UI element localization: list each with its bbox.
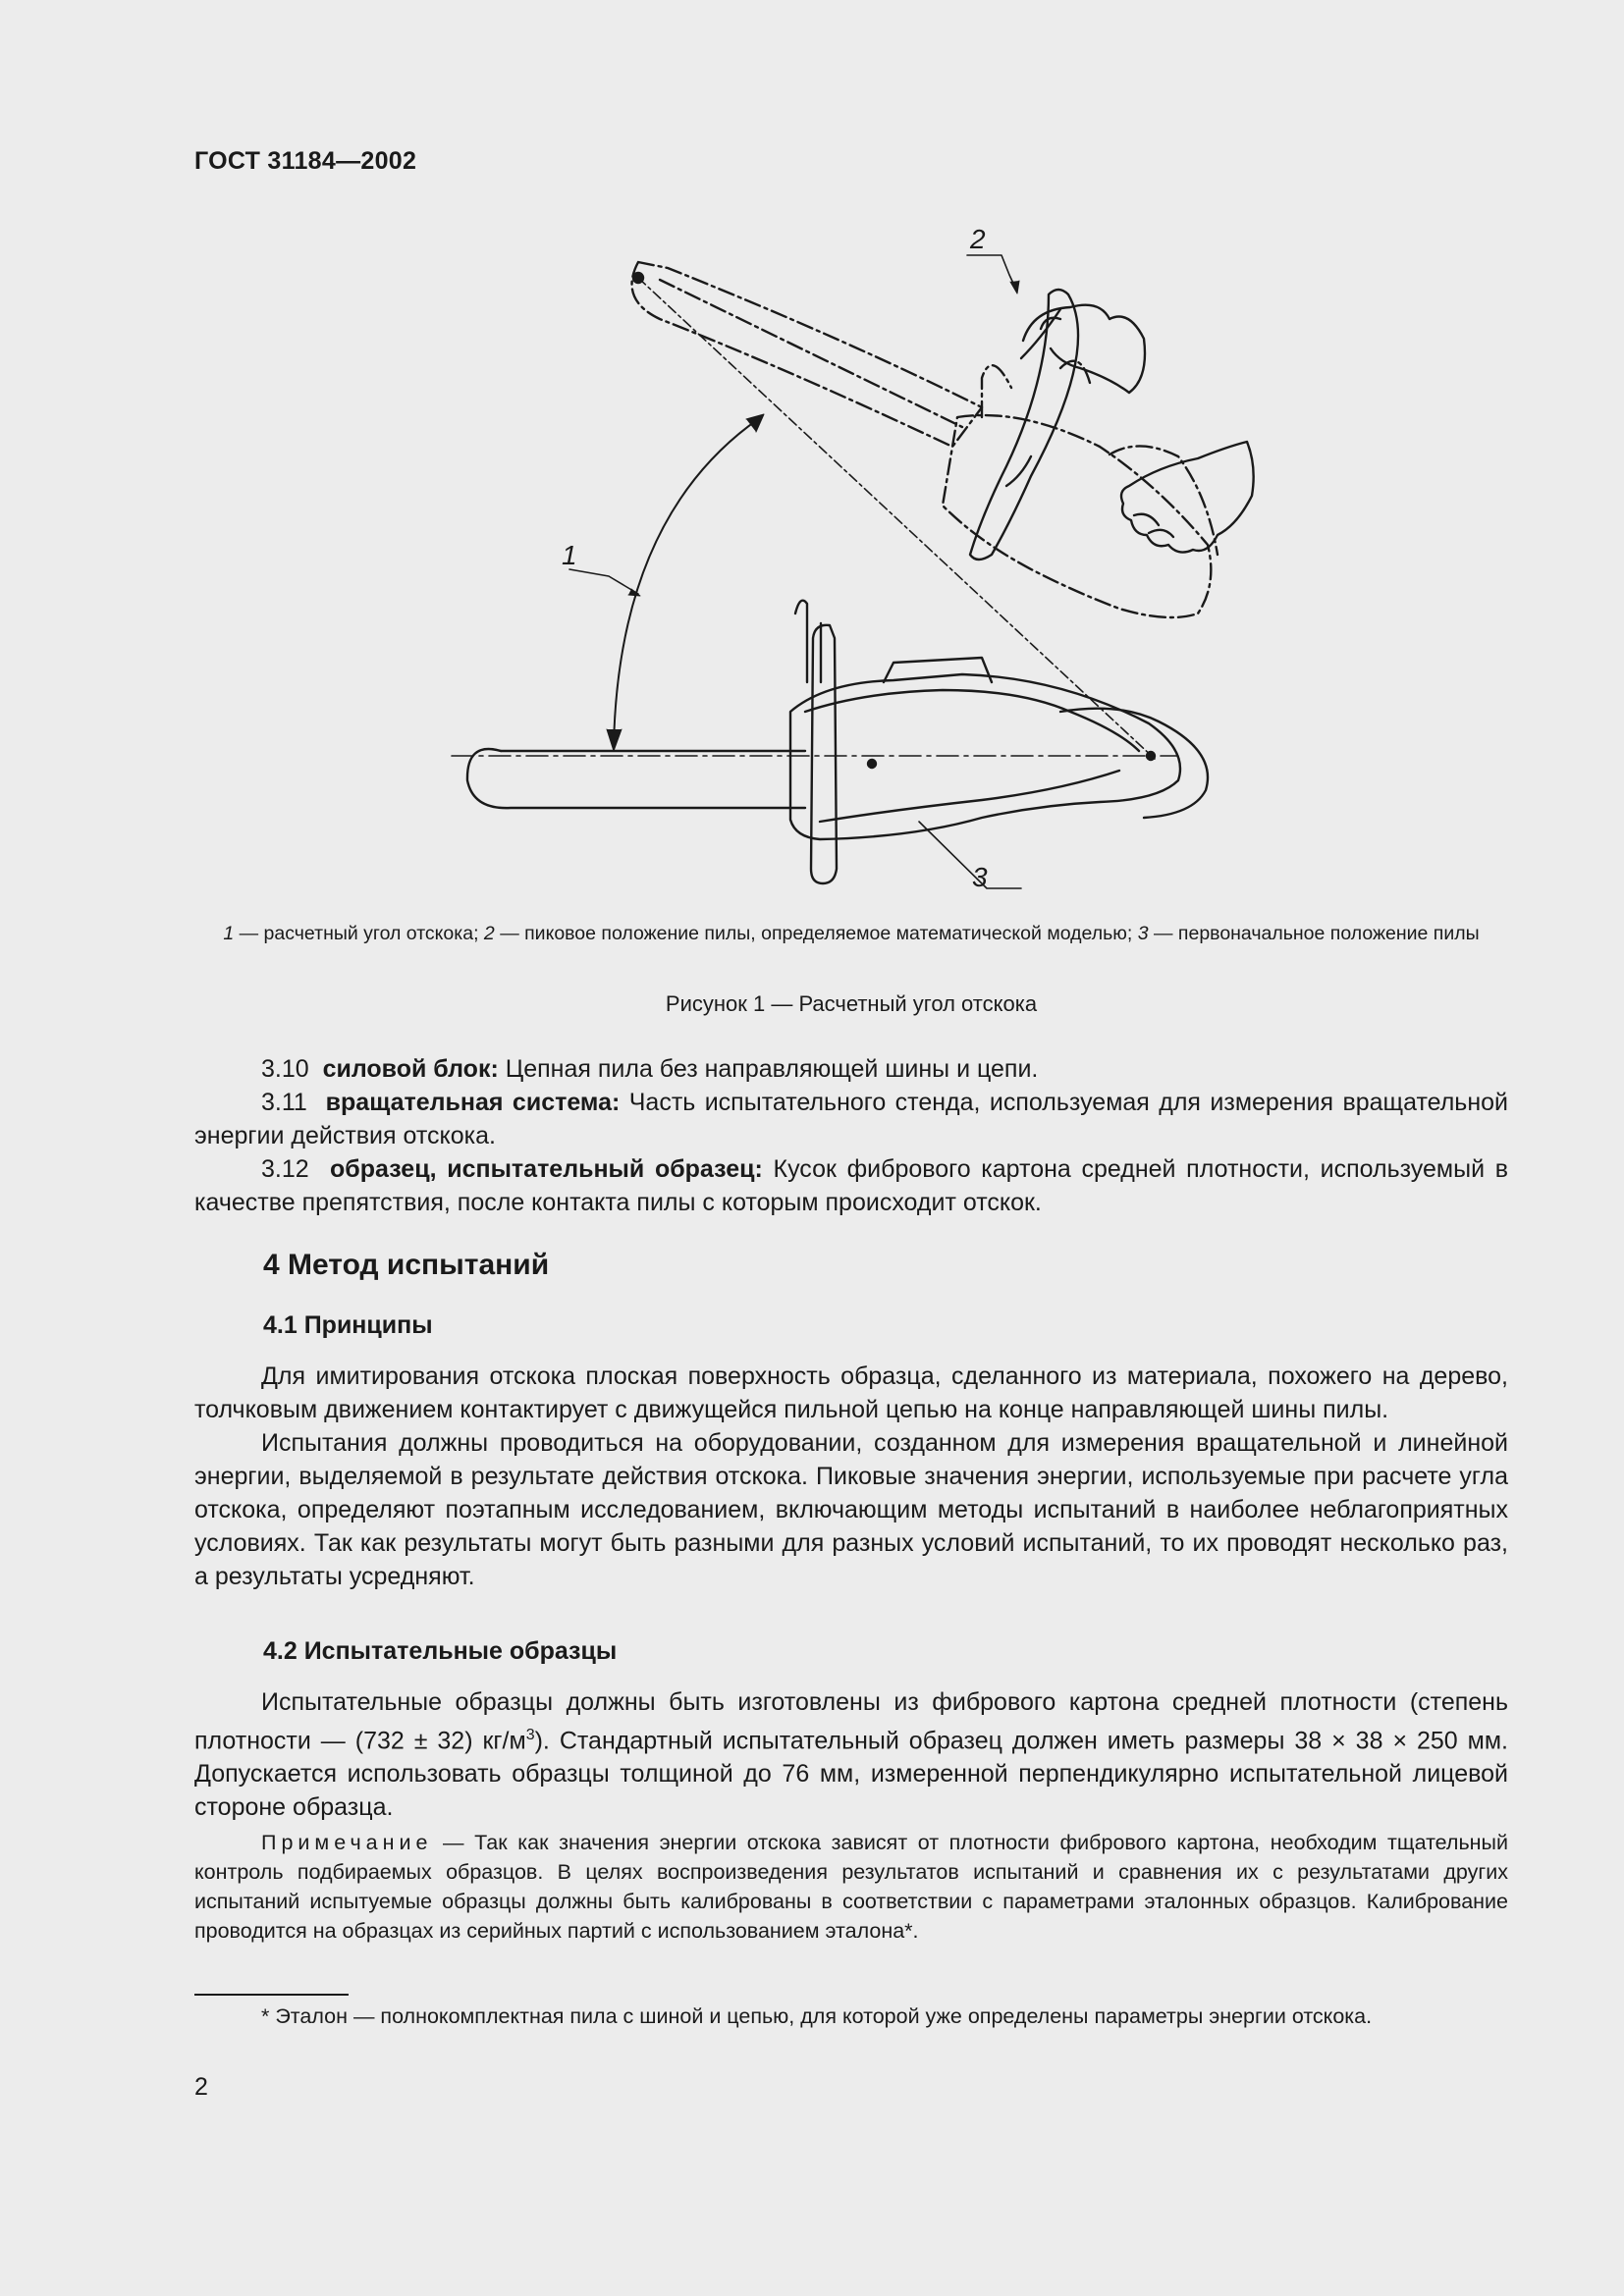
leader-2-arrow	[1010, 281, 1019, 294]
section-4-heading: 4 Метод испытаний	[263, 1249, 550, 1281]
arc-arrow-top	[746, 414, 764, 432]
callout-1: 1	[562, 540, 577, 570]
note-text: — Так как значения энергии отскока зависят от плотности фибрового картона, необходим тщательный контроль подбираемых образцов. В целях воспроизведения результатов испытаний и сравнения их с результатами других испытаний испытуемые образцы должны быть калиброваны в соответствии с параметрами эталонных образцов. Калибрование проводится на образцах из серийных партий с использованием эталона*.	[194, 1831, 1508, 1943]
figure-legend	[194, 921, 1508, 947]
leader-1-arrow	[628, 589, 640, 596]
definition-3-12	[194, 1152, 1508, 1219]
note-label: Примечание	[261, 1831, 433, 1854]
leader-2	[967, 255, 1016, 290]
callout-3: 3	[972, 862, 988, 892]
legend-text-2: — пиковое положение пилы, определяемое математической моделью;	[494, 923, 1138, 944]
definition-number: 3.10	[261, 1055, 309, 1083]
definitions-block	[194, 1052, 1508, 1219]
bar-tip-point	[633, 273, 643, 283]
figure-title: Рисунок 1 — Расчетный угол отскока	[665, 991, 1038, 1016]
note-block	[194, 1828, 1508, 1946]
note-paragraph	[194, 1828, 1508, 1946]
definition-term: образец, испытательный образец:	[330, 1155, 763, 1183]
paragraph: Испытания должны проводиться на оборудовании, созданном для измерения вращательной и линейной энергии, выделяемой в результате действия отскока. Пиковые значения энергии, используемые при расчете угла отскока, определяют поэтапным исследованием, включающим методы испытаний в наиболее неблагоприятных условиях. Так как результаты могут быть разными для разных условий испытаний, то их проводят несколько раз, а результаты усредняют.	[194, 1429, 1508, 1590]
section-4-2-heading: 4.2 Испытательные образцы	[263, 1637, 618, 1665]
definition-text: Часть испытательного стенда, используемая для измерения вращательной энергии действия отскока.	[194, 1089, 1508, 1149]
peak-saw-outline	[632, 262, 1218, 617]
definition-text: Цепная пила без направляющей шины и цепи.	[498, 1055, 1039, 1083]
standard-code-header: ГОСТ 31184—2002	[194, 147, 417, 175]
footnote-text: * Эталон — полнокомплектная пила с шиной и цепью, для которой уже определены параметры энергии отскока.	[261, 2004, 1373, 2028]
legend-text-1: — расчетный угол отскока;	[234, 923, 484, 944]
footnote	[194, 2002, 1508, 2031]
initial-saw	[467, 601, 1208, 883]
kickback-angle-figure	[432, 221, 1276, 908]
leader-3	[919, 822, 1021, 888]
legend-text-3: — первоначальное положение пилы	[1148, 923, 1480, 944]
legend-key-2: 2	[483, 923, 495, 944]
section-4-1-body	[194, 1360, 1508, 1593]
kickback-angle-arc	[614, 417, 761, 746]
definition-number: 3.12	[261, 1155, 309, 1183]
paragraph	[194, 1685, 1508, 1824]
footnote-divider	[194, 1994, 349, 1996]
section-4-2-body	[194, 1685, 1508, 1824]
legend-key-3: 3	[1137, 923, 1149, 944]
definition-number: 3.11	[261, 1089, 307, 1116]
paragraph-part: Испытательные образцы должны быть изготовлены из фибрового картона средней плотности (степень плотности — (732 ± 32) кг/м	[194, 1688, 1508, 1755]
page-number: 2	[194, 2073, 208, 2101]
paragraph-part: ). Стандартный испытательный образец должен иметь размеры 38 × 38 × 250 мм. Допускается использовать образцы толщиной до 76 мм, измеренной перпендикулярно испытательной лицевой стороне образца.	[194, 1727, 1508, 1822]
definition-term: силовой блок:	[322, 1055, 499, 1083]
section-4-1-heading: 4.1 Принципы	[263, 1311, 433, 1339]
definition-3-10	[194, 1052, 1508, 1086]
definition-text: Кусок фибрового картона средней плотности, используемый в качестве препятствия, после контакта пилы с которым происходит отскок.	[194, 1155, 1508, 1216]
definition-term: вращательная система:	[325, 1089, 621, 1116]
leader-1	[569, 569, 638, 594]
definition-3-11	[194, 1086, 1508, 1152]
superscript: 3	[525, 1727, 535, 1743]
paragraph: Для имитирования отскока плоская поверхность образца, сделанного из материала, похожего на дерево, толчковым движением контактирует с движущейся пильной цепью на конце направляющей шины пилы.	[194, 1362, 1508, 1423]
peak-saw-handle	[970, 290, 1078, 560]
arc-arrow-bottom	[607, 729, 622, 751]
callout-2: 2	[970, 224, 986, 254]
legend-key-1: 1	[223, 923, 235, 944]
